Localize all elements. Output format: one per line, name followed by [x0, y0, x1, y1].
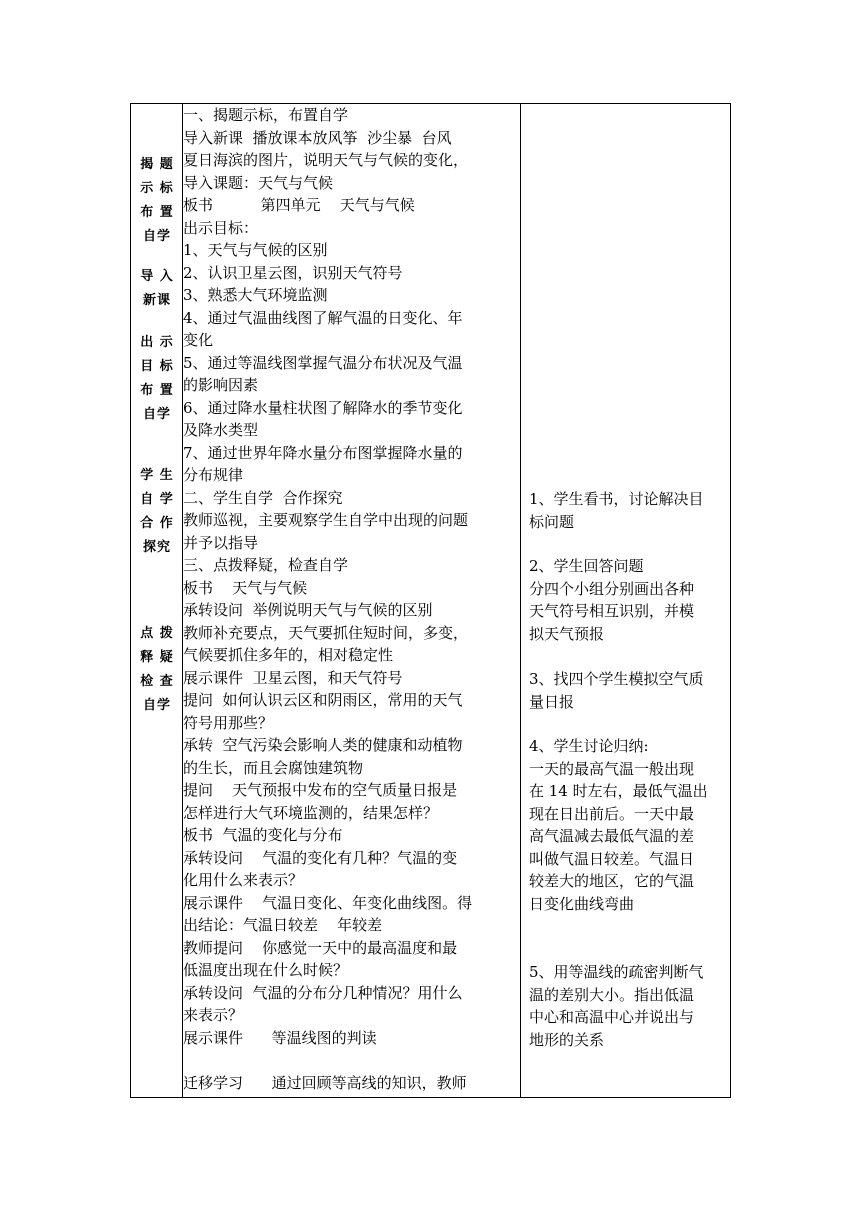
- text-line: 二、学生自学 合作探究: [183, 488, 343, 507]
- stage-label-line: 自学: [142, 407, 171, 422]
- text-line: 迁移学习 通过回顾等高线的知识，教师: [183, 1073, 467, 1092]
- text-line: 板书 第四单元 天气与气候: [183, 196, 415, 214]
- text-line: 3、找四个学生模拟空气质: [529, 670, 704, 688]
- text-line: 5、通过等温线图掌握气温分布状况及气温: [183, 353, 463, 372]
- text-line: 一、揭题示标，布置自学: [183, 106, 349, 124]
- text-line: 2、学生回答问题: [529, 557, 644, 575]
- lesson-plan-table: [130, 103, 731, 1098]
- text-line: 变化: [183, 331, 214, 349]
- stage-label-line: 自学: [142, 698, 171, 713]
- text-line: 三、点拨释疑，检查自学: [183, 556, 349, 574]
- text-line: 来表示？: [183, 1006, 244, 1024]
- text-line: 中心和高温中心并说出与: [529, 1008, 695, 1026]
- stage-label-line: 自 学: [140, 492, 174, 507]
- text-line: 4、学生讨论归纳:: [529, 737, 649, 755]
- stage-label-line: 导 入: [140, 269, 174, 284]
- text-line: 教师巡视，主要观察学生自学中出现的问题: [183, 511, 469, 529]
- stage-label-line: 示 标: [140, 181, 174, 196]
- student-activity-column: [521, 104, 731, 1098]
- text-line: 教师提问 你感觉一天中的最高温度和最: [183, 938, 458, 957]
- student-activity-5: [529, 961, 729, 1051]
- text-line: 出示目标：: [183, 218, 259, 237]
- stage-label-line: 自学: [142, 229, 171, 244]
- stage-label-dianbo: [131, 622, 183, 718]
- text-line: 高气温减去最低气温的差: [529, 827, 695, 845]
- text-line: 的生长，而且会腐蚀建筑物: [183, 758, 364, 777]
- text-line: 并予以指导: [183, 533, 259, 552]
- text-line: 4、通过气温曲线图了解气温的日变化、年: [183, 308, 463, 327]
- stage-label-line: 释 疑: [140, 650, 174, 665]
- stage-label-line: 点 拨: [140, 626, 174, 641]
- stage-label-jieti: [131, 153, 183, 249]
- stage-label-line: 新课: [142, 293, 171, 308]
- text-line: 量日报: [529, 692, 575, 711]
- text-line: 出结论：气温日较差 年较差: [183, 916, 383, 934]
- text-line: 一天的最高气温一般出现: [529, 759, 695, 778]
- text-line: 标问题: [529, 512, 575, 531]
- stage-label-line: 揭 题: [140, 157, 174, 172]
- text-line: 日变化曲线弯曲: [529, 894, 635, 913]
- text-line: 承转设问 气温的变化有几种？气温的变: [183, 848, 458, 867]
- stage-label-line: 布 置: [140, 205, 174, 220]
- text-line: 板书 天气与气候: [183, 578, 308, 597]
- text-line: 7、通过世界年降水量分布图掌握降水量的: [183, 443, 463, 462]
- text-line: 夏日海滨的图片，说明天气与气候的变化，: [183, 151, 469, 169]
- student-activity-4: [529, 735, 729, 915]
- stage-label-line: 学 生: [140, 468, 174, 483]
- text-line: 现在日出前后。一天中最: [529, 804, 695, 823]
- text-line: 展示课件 等温线图的判读: [183, 1028, 377, 1047]
- stage-label-xuesheng: [131, 464, 183, 560]
- text-line: 化用什么来表示？: [183, 871, 304, 889]
- text-line: 承转 空气污染会影响人类的健康和动植物: [183, 736, 463, 754]
- text-line: 2、认识卫星云图，识别天气符号: [183, 263, 403, 282]
- text-line: 承转设问 气温的分布分几种情况？用什么: [183, 983, 463, 1002]
- student-activity-2: [529, 555, 729, 645]
- text-line: 较差大的地区，它的气温: [529, 872, 695, 890]
- text-line: 分布规律: [183, 466, 244, 484]
- stage-label-chushi: [131, 331, 183, 427]
- stage-label-line: 检 查: [140, 674, 174, 689]
- stage-label-line: 出 示: [140, 335, 174, 350]
- text-line: 导入课题：天气与气候: [183, 173, 334, 192]
- stage-label-line: 布 置: [140, 383, 174, 398]
- stage-label-line: 探究: [142, 540, 171, 555]
- text-line: 温的差别大小。指出低温: [529, 985, 695, 1004]
- stage-column: [131, 104, 183, 1098]
- text-line: 展示课件 卫星云图，和天气符号: [183, 668, 403, 687]
- text-line: 5、用等温线的疏密判断气: [529, 963, 704, 981]
- text-line: 承转设问 举例说明天气与气候的区别: [183, 601, 433, 619]
- text-line: 教师补充要点，天气要抓住短时间，多变，: [183, 623, 469, 642]
- text-line: 1、学生看书，讨论解决目: [529, 490, 704, 508]
- text-line: 提问 天气预报中发布的空气质量日报是: [183, 781, 458, 799]
- stage-label-daoru: [131, 265, 183, 313]
- student-activity-3: [529, 668, 729, 713]
- text-line: 拟天气预报: [529, 624, 605, 643]
- stage-label-line: 合 作: [140, 516, 174, 531]
- text-line: 1、天气与气候的区别: [183, 241, 328, 259]
- text-line: 导入新课 播放课本放风筝 沙尘暴 台风: [183, 128, 452, 147]
- text-line: 6、通过降水量柱状图了解降水的季节变化: [183, 398, 463, 417]
- text-line: 提问 如何认识云区和阴雨区，常用的天气: [183, 691, 463, 709]
- table-row: [131, 104, 731, 1098]
- stage-label-line: 目 标: [140, 359, 174, 374]
- text-line: 分四个小组分别画出各种: [529, 579, 695, 598]
- text-line: 天气符号相互识别，并模: [529, 602, 695, 620]
- text-line: [183, 1049, 520, 1072]
- text-line: 符号用那些？: [183, 713, 274, 732]
- teacher-activity-text: [183, 104, 520, 1094]
- text-line: 及降水类型: [183, 421, 259, 439]
- text-line: 板书 气温的变化与分布: [183, 826, 343, 844]
- text-line: 展示课件 气温日变化、年变化曲线图。得: [183, 893, 473, 912]
- student-activity-1: [529, 488, 729, 533]
- teacher-activity-column: [183, 104, 521, 1098]
- text-line: 气候要抓住多年的，相对稳定性: [183, 646, 394, 664]
- text-line: 叫做气温日较差。气温日: [529, 849, 695, 868]
- text-line: 3、熟悉大气环境监测: [183, 286, 328, 304]
- text-line: 在 14 时左右，最低气温出: [529, 782, 708, 800]
- text-line: 低温度出现在什么时候？: [183, 961, 349, 979]
- text-line: 的影响因素: [183, 376, 259, 394]
- text-line: 怎样进行大气环境监测的，结果怎样？: [183, 803, 439, 822]
- text-line: 地形的关系: [529, 1030, 605, 1049]
